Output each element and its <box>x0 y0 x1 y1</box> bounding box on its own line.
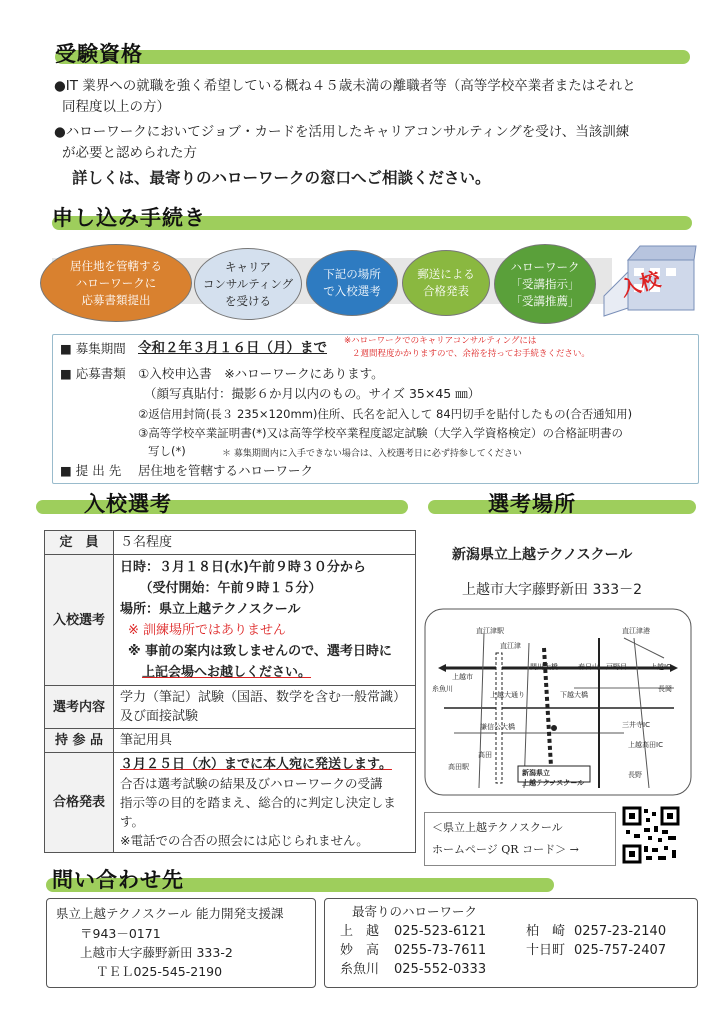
map-label: 下越大橋 <box>560 691 588 699</box>
map-label: 糸魚川 <box>432 685 453 693</box>
doc-line-5: 写し(*) <box>148 444 186 458</box>
consult-notice: 詳しくは、最寄りのハローワークの窓口へご相談ください。 <box>72 169 491 187</box>
table-row <box>45 729 416 753</box>
qualification-item-1-line-2: 同程度以上の方） <box>62 99 170 115</box>
map-label: 上越大通り <box>490 691 525 699</box>
row-label: 入校選考 <box>45 555 114 686</box>
row-value <box>114 531 416 555</box>
row-line: ３月２５日（水）までに本人宛に発送します。 <box>120 757 392 772</box>
map-label: 春日山 <box>578 663 599 671</box>
qualification-item-2-line-1: ●ハローワークにおいてジョブ・カードを活用したキャリアコンサルティングを受け、当該訓練 <box>54 124 630 140</box>
doc-line-1: ①入校申込書 ※ハローワークにあります。 <box>138 366 384 381</box>
row-line: 学力（筆記）試験（国語、数学を含む一般常識） <box>120 690 407 705</box>
map-label: 上越テクノスクール <box>522 779 585 787</box>
row-line: ※電話での合否の照会には応じられません。 <box>120 833 369 848</box>
doc-line-3: ②返信用封筒(長３ 235×120mm)住所、氏名を記入して 84円切手を貼付したもの(合否通知用) <box>138 407 633 421</box>
flow-step-text: 「受講推薦」 <box>510 293 580 308</box>
row-line: （受付開始：午前９時１５分） <box>120 581 322 596</box>
row-line: ※ 訓練場所ではありません <box>128 623 287 638</box>
hellowork-name: 十日町 <box>526 943 566 958</box>
doc-line-2: （顔写真貼付：撮影６か月以内のもの。サイズ 35×45 ㎜） <box>144 386 481 401</box>
venue-name: 新潟県立上越テクノスクール <box>452 547 633 563</box>
flow-step-text: 下記の場所 <box>323 267 381 281</box>
map-label: 長岡 <box>658 685 672 693</box>
row-line: 筆記用具 <box>120 733 173 748</box>
map-label: 直江津駅 <box>476 627 504 635</box>
flow-step-hellowork <box>494 244 596 324</box>
table-row <box>45 555 416 686</box>
period-label: ■ 募集期間 <box>60 341 126 356</box>
hellowork-title: 最寄りのハローワーク <box>352 904 478 919</box>
qr-caption-1: ＜県立上越テクノスクール <box>432 821 563 834</box>
row-line: 上記会場へお越しください。 <box>142 665 312 680</box>
flow-step-text: ハローワーク <box>510 259 580 274</box>
flow-step-text: 居住地を管轄する <box>70 258 162 273</box>
row-value <box>114 555 416 686</box>
row-label: 選考内容 <box>45 686 114 729</box>
row-line: 日時：３月１８日(水)午前９時３０分から <box>120 560 366 575</box>
map-label: 上越IC <box>650 663 671 671</box>
row-line: 指示等の目的を踏まえ、総合的に判定し決定します。 <box>120 795 396 829</box>
row-line: ※ 事前の案内は致しませんので、選考日時に <box>128 644 392 659</box>
flow-step-consulting <box>194 248 302 320</box>
flow-step-announcement <box>402 250 490 316</box>
flow-step-text: 応募書類提出 <box>81 292 151 307</box>
flow-step-selection <box>306 250 398 316</box>
docs-note: ＊ 募集期間内に入手できない場合は、入校選考日に必ず持参してください <box>222 449 522 459</box>
flow-step-text: を受ける <box>225 293 271 308</box>
submit-value: 居住地を管轄するハローワーク <box>138 463 314 478</box>
map-label: 高田駅 <box>448 763 469 771</box>
table-row <box>45 753 416 853</box>
qualification-item-1-line-1: ●IT 業界への就職を強く希望している概ね４５歳未満の離職者等（高等学校卒業者またはそれと <box>54 78 636 94</box>
school-contact-line: 県立上越テクノスクール 能力開発支援課 <box>56 906 284 921</box>
hellowork-tel: 025-523-6121 <box>394 924 487 939</box>
map-label: 三井寺IC <box>622 721 650 729</box>
table-row <box>45 686 416 729</box>
row-line: 合否は選考試験の結果及びハローワークの受講 <box>120 776 383 791</box>
row-line: 場所：県立上越テクノスクール <box>120 602 301 617</box>
row-label: 定 員 <box>45 531 114 555</box>
hellowork-tel: 0255-73-7611 <box>394 943 487 958</box>
selection-table <box>44 530 416 853</box>
flow-step-text: で入校選考 <box>323 284 381 298</box>
application-heading: 申し込み手続き <box>52 206 206 230</box>
docs-label: ■ 応募書類 <box>60 366 126 381</box>
hellowork-tel: 025-552-0333 <box>394 962 487 977</box>
flow-step-submit <box>40 244 192 322</box>
table-row <box>45 531 416 555</box>
selection-heading: 入校選考 <box>84 492 172 516</box>
venue-heading: 選考場所 <box>488 492 576 516</box>
hellowork-tel: 0257-23-2140 <box>574 924 667 939</box>
flow-end-label: 入校 <box>617 266 663 301</box>
row-line: ５名程度 <box>120 535 173 550</box>
map-label: 新潟県立 <box>522 769 550 777</box>
school-contact-line: 〒943－0171 <box>80 926 161 941</box>
row-label: 合格発表 <box>45 753 114 853</box>
contact-heading: 問い合わせ先 <box>52 868 184 892</box>
flow-step-text: 郵送による <box>417 267 475 281</box>
hellowork-name: 糸魚川 <box>340 962 380 977</box>
map-label: 戸野目 <box>606 663 627 671</box>
map-label: 直江津港 <box>622 627 650 635</box>
hellowork-name: 妙 高 <box>340 943 380 958</box>
qualification-heading: 受験資格 <box>55 42 143 66</box>
qr-caption-2: ホームページ QR コード＞ → <box>432 843 579 856</box>
submit-label: ■ 提 出 先 <box>60 463 122 478</box>
map-label: 関川大橋 <box>530 663 558 671</box>
flow-step-text: コンサルティング <box>202 276 294 291</box>
map-label: 上越高田IC <box>628 741 663 749</box>
period-note-2: ２週間程度かかりますので、余裕を持ってお手続きください。 <box>352 349 590 359</box>
flow-step-text: 「受講指示」 <box>510 276 580 291</box>
school-contact-line: ＴＥＬ025-545-2190 <box>96 964 223 979</box>
flow-step-text: キャリア <box>225 259 271 274</box>
map-label: 高田 <box>478 751 492 759</box>
flow-step-text: ハローワークに <box>75 275 157 290</box>
qualification-item-2-line-2: が必要と認められた方 <box>62 145 197 161</box>
hellowork-name: 上 越 <box>340 924 380 939</box>
row-value <box>114 686 416 729</box>
row-line: 及び面接試験 <box>120 709 199 724</box>
map-label: 直江津 <box>500 642 521 650</box>
period-value: 令和２年３月１６日（月）まで <box>138 340 327 356</box>
period-note-1: ※ハローワークでのキャリアコンサルティングには <box>344 336 537 346</box>
map-label: 上越市 <box>452 673 473 681</box>
row-value <box>114 753 416 853</box>
map-label: 謙信公大橋 <box>480 723 515 731</box>
map-label: 長野 <box>628 771 642 779</box>
hellowork-name: 柏 崎 <box>526 924 566 939</box>
doc-line-4: ③高等学校卒業証明書(*)又は高等学校卒業程度認定試験（大学入学資格検定）の合格証明書の <box>138 426 624 440</box>
hellowork-tel: 025-757-2407 <box>574 943 667 958</box>
row-label: 持 参 品 <box>45 729 114 753</box>
venue-address: 上越市大字藤野新田 333－2 <box>462 582 643 598</box>
flow-step-text: 合格発表 <box>423 284 469 298</box>
qr-code-icon[interactable] <box>622 806 680 864</box>
school-contact-line: 上越市大字藤野新田 333-2 <box>80 945 233 960</box>
section-bar <box>55 50 690 64</box>
row-value <box>114 729 416 753</box>
